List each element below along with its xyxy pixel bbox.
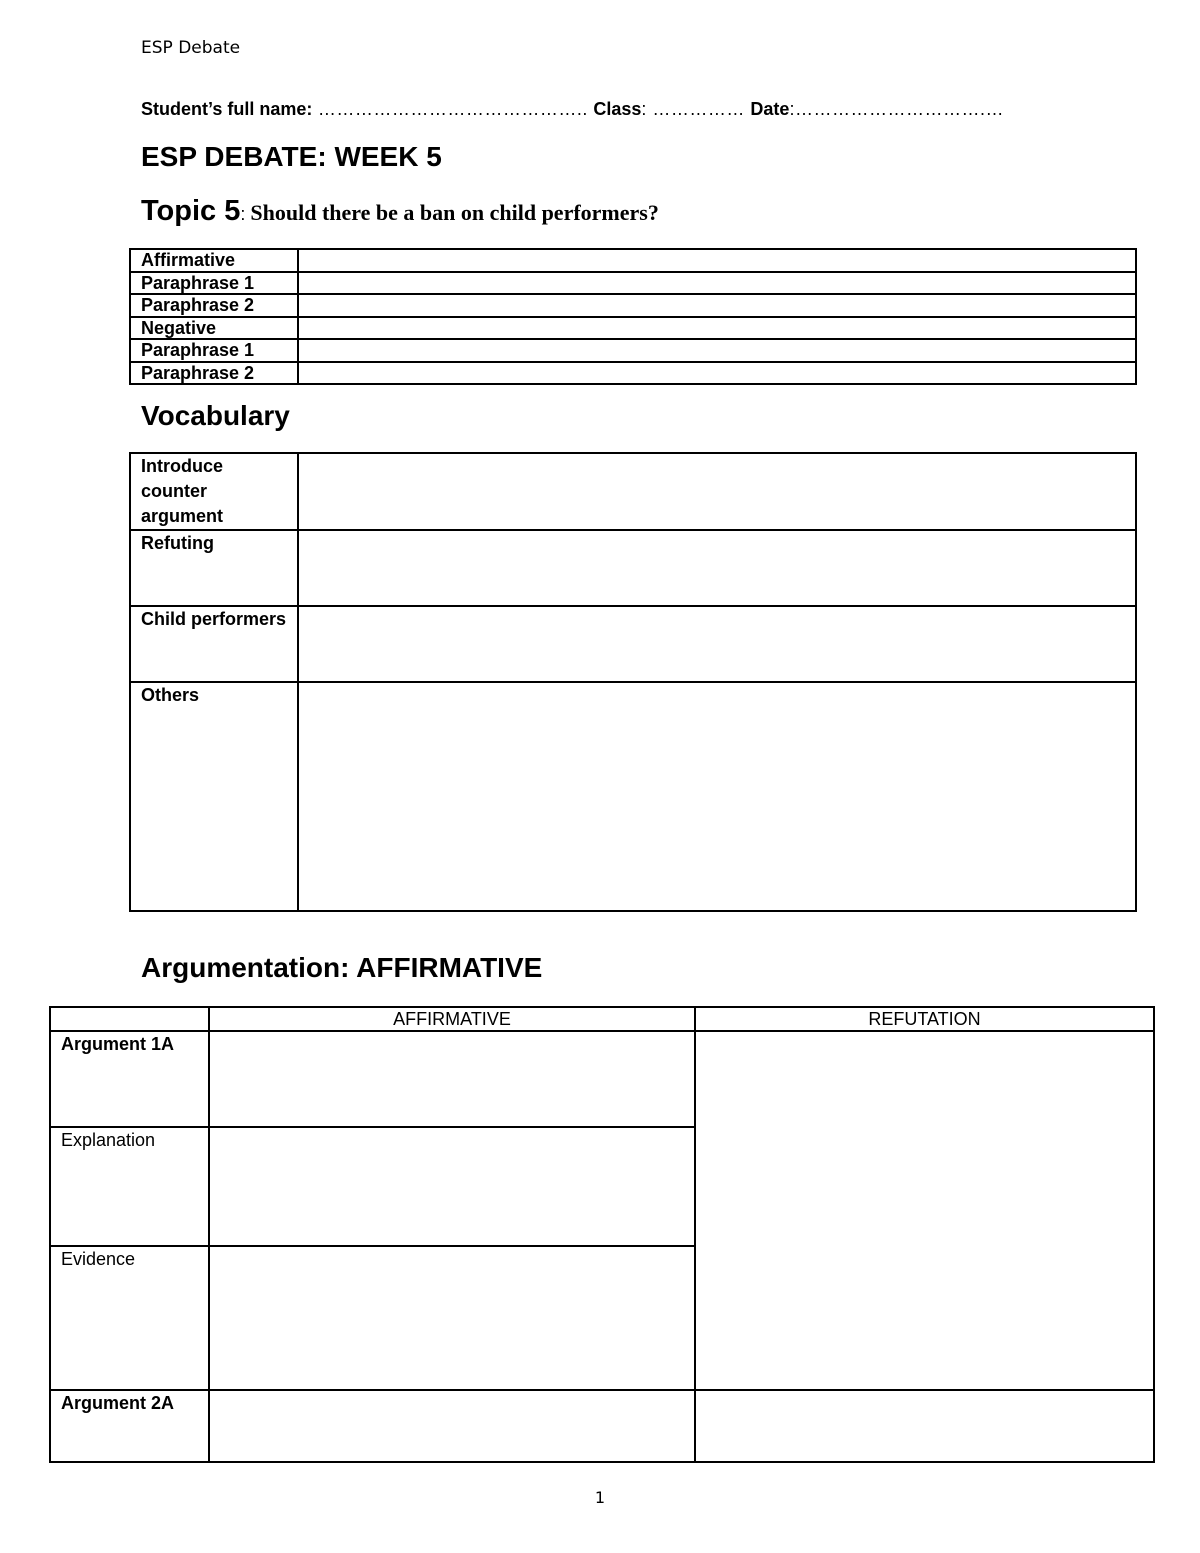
refutation-cell[interactable] xyxy=(695,1390,1154,1462)
table-row xyxy=(130,682,1136,911)
table-row xyxy=(130,606,1136,682)
class-label: Class xyxy=(593,99,642,119)
row-label: Others xyxy=(130,682,298,911)
row-label: Negative xyxy=(130,317,298,340)
table-header-row xyxy=(50,1007,1154,1031)
row-label: Explanation xyxy=(50,1127,209,1246)
name-label: Student’s full name: xyxy=(141,99,313,119)
answer-cell[interactable] xyxy=(298,249,1136,272)
table-row xyxy=(130,272,1136,295)
row-label: Paraphrase 2 xyxy=(130,294,298,317)
vocabulary-heading: Vocabulary xyxy=(141,400,290,431)
table-row xyxy=(130,294,1136,317)
topic-colon: : xyxy=(240,204,251,224)
column-header-refutation: REFUTATION xyxy=(695,1007,1154,1031)
column-header-affirmative: AFFIRMATIVE xyxy=(209,1007,695,1031)
argumentation-heading: Argumentation: AFFIRMATIVE xyxy=(141,952,543,983)
table-row xyxy=(130,530,1136,606)
row-label: Introduce counter argument xyxy=(130,453,298,530)
answer-cell[interactable] xyxy=(209,1246,695,1390)
answer-cell[interactable] xyxy=(298,453,1136,530)
table-row xyxy=(130,453,1136,530)
answer-cell[interactable] xyxy=(298,530,1136,606)
refutation-cell[interactable] xyxy=(695,1031,1154,1390)
answer-cell[interactable] xyxy=(298,339,1136,362)
row-label: Paraphrase 2 xyxy=(130,362,298,385)
row-label: Paraphrase 1 xyxy=(130,272,298,295)
page-header: ESP Debate xyxy=(141,38,241,58)
name-blank[interactable]: …………………………………….. xyxy=(312,99,594,119)
answer-cell[interactable] xyxy=(298,606,1136,682)
argumentation-table xyxy=(49,1006,1155,1463)
table-row xyxy=(130,362,1136,385)
answer-cell[interactable] xyxy=(298,682,1136,911)
paraphrase-table xyxy=(129,248,1137,385)
table-row xyxy=(50,1031,1154,1127)
answer-cell[interactable] xyxy=(209,1127,695,1246)
row-label: Argument 2A xyxy=(50,1390,209,1462)
answer-cell[interactable] xyxy=(298,362,1136,385)
row-label: Affirmative xyxy=(130,249,298,272)
row-label: Evidence xyxy=(50,1246,209,1390)
topic-question: Should there be a ban on child performers? xyxy=(250,200,659,225)
date-blank[interactable]: :………………………….… xyxy=(789,99,1004,119)
vocabulary-table xyxy=(129,452,1137,912)
answer-cell[interactable] xyxy=(298,294,1136,317)
column-header-blank xyxy=(50,1007,209,1031)
answer-cell[interactable] xyxy=(209,1031,695,1127)
answer-cell[interactable] xyxy=(298,317,1136,340)
topic-line xyxy=(141,195,659,228)
answer-cell[interactable] xyxy=(209,1390,695,1462)
page-title: ESP DEBATE: WEEK 5 xyxy=(141,141,442,172)
student-info-line xyxy=(141,99,1004,120)
table-row xyxy=(130,249,1136,272)
row-label: Paraphrase 1 xyxy=(130,339,298,362)
class-blank[interactable]: : …………… xyxy=(641,99,751,119)
row-label: Refuting xyxy=(130,530,298,606)
row-label: Child performers xyxy=(130,606,298,682)
answer-cell[interactable] xyxy=(298,272,1136,295)
date-label: Date xyxy=(750,99,790,119)
table-row xyxy=(50,1390,1154,1462)
table-row xyxy=(130,339,1136,362)
table-row xyxy=(130,317,1136,340)
row-label: Argument 1A xyxy=(50,1031,209,1127)
topic-label: Topic 5 xyxy=(141,195,241,227)
page-number: 1 xyxy=(594,1488,606,1507)
